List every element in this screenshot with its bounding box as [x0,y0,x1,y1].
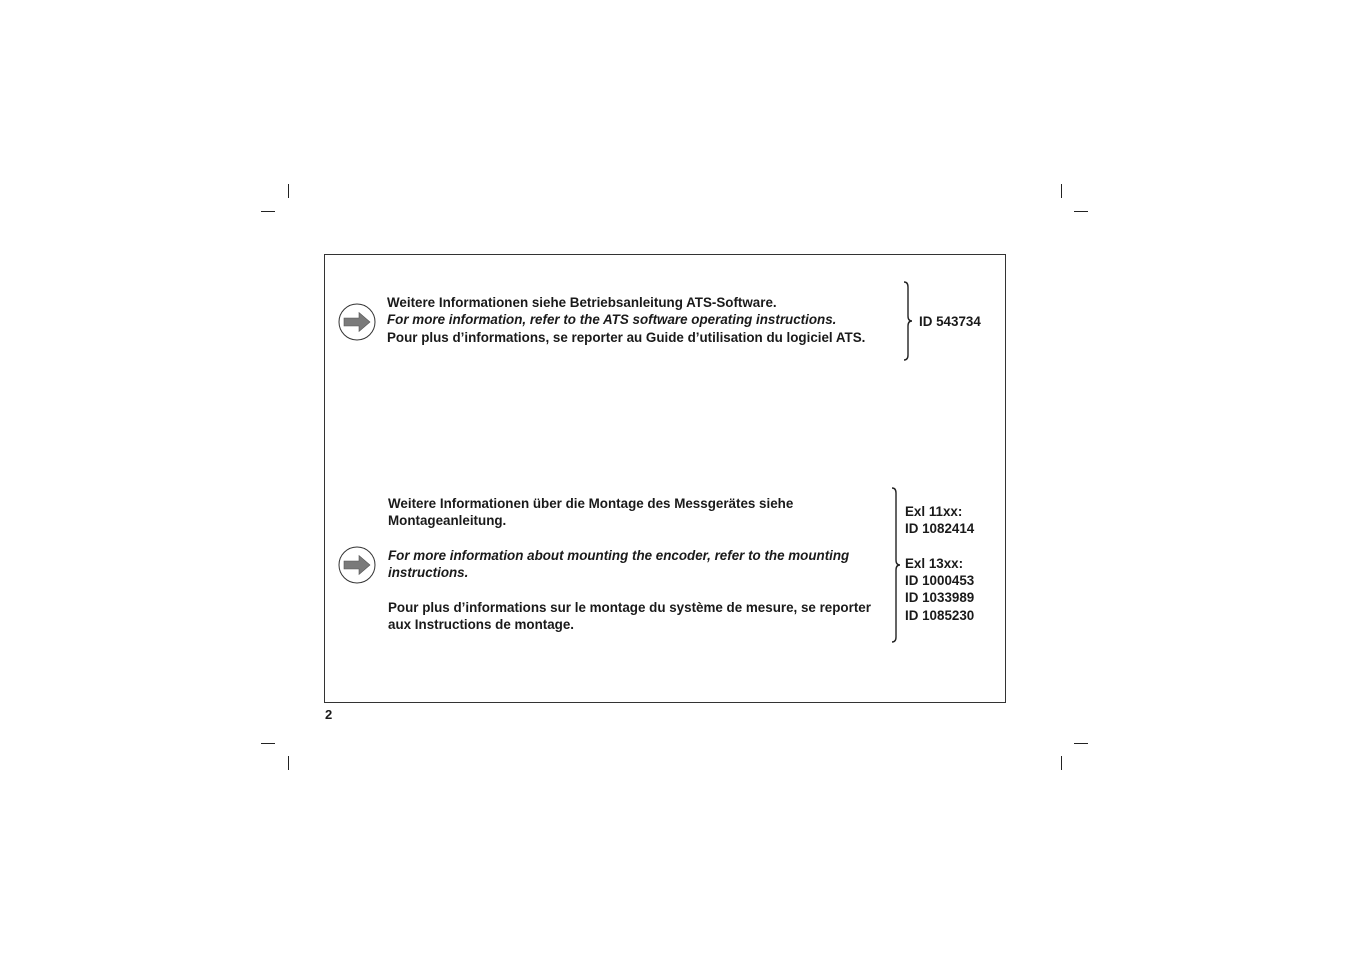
brace [889,487,901,643]
id-spacer [905,538,974,555]
id-group-label: Exl 13xx: [905,555,964,571]
section2-english: For more information about mounting the encoder, refer to the mounting instructions. [388,547,850,581]
crop-mark [1074,743,1088,744]
section2-ids [905,503,974,624]
section2-german: Weitere Informationen über die Montage des Messgerätes siehe Montageanleitung. [388,496,794,529]
id-number: ID 1085230 [905,607,975,623]
section1-french: Pour plus d’informations, se reporter au Guide d’utilisation du logiciel ATS. [387,329,866,345]
section2-text [388,495,890,633]
crop-mark [261,211,275,212]
right-arrow-icon [338,546,376,584]
content-frame [324,254,1006,703]
section2-french: Pour plus d’informations sur le montage du système de mesure, se reporter aux Instructions de montage. [388,599,871,633]
id-number: ID 1000453 [905,573,975,589]
brace [901,281,913,361]
section1-english: For more information, refer to the ATS software operating instructions. [387,312,837,328]
crop-mark [1061,184,1062,198]
crop-mark [288,184,289,198]
section1-id [919,313,981,330]
crop-mark [288,756,289,770]
crop-mark [261,743,275,744]
id-number: ID 543734 [919,314,981,329]
crop-mark [1061,756,1062,770]
id-number: ID 1033989 [905,590,975,606]
crop-mark [1074,211,1088,212]
id-group-label: Exl 11xx: [905,504,963,519]
section1-text [387,294,907,346]
id-number: ID 1082414 [905,521,975,537]
section1-german: Weitere Informationen siehe Betriebsanleitung ATS-Software. [387,295,777,310]
right-arrow-icon [338,303,376,341]
page-number: 2 [325,707,333,722]
